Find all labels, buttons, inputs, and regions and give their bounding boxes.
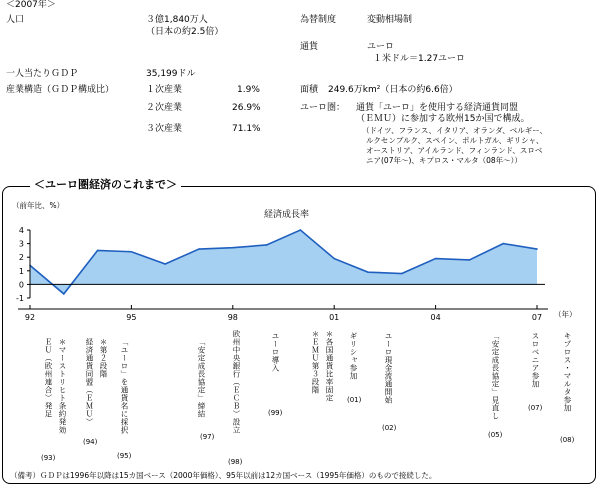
event-year-label: (98) bbox=[228, 458, 243, 466]
currency-rate: １米ドル＝1.27ユーロ bbox=[373, 54, 466, 64]
secondary-industry-label: ２次産業 bbox=[146, 103, 183, 113]
primary-industry-value: 1.9% bbox=[237, 85, 260, 95]
x-tick-label: 98 bbox=[227, 313, 238, 322]
chart-x-axis-label: （年） bbox=[554, 310, 577, 319]
eurozone-label: ユーロ圏： bbox=[300, 103, 346, 113]
event-label: 「ユーロ」を通貨名に採択 bbox=[120, 338, 129, 434]
growth-point bbox=[198, 248, 200, 250]
y-tick-label: 1 bbox=[18, 266, 24, 276]
growth-point bbox=[97, 250, 99, 252]
secondary-industry-value: 26.9% bbox=[232, 103, 261, 113]
growth-point bbox=[333, 258, 335, 260]
x-tick-label: 07 bbox=[531, 313, 543, 322]
currency-value: ユーロ bbox=[367, 42, 395, 52]
industry-structure-label: 産業構造（ＧＤＰ構成比） bbox=[6, 85, 115, 95]
event-year-label: (95) bbox=[117, 452, 132, 460]
population-value: ３億1,840万人 bbox=[146, 15, 208, 25]
event-label: 「安定成長協定」見直し bbox=[491, 332, 500, 420]
growth-point bbox=[401, 273, 403, 275]
eurozone-members-1: （ドイツ、フランス、イタリア、オランダ、ベルギー、 bbox=[362, 126, 547, 135]
growth-point bbox=[435, 258, 437, 260]
growth-point bbox=[232, 247, 234, 249]
growth-point bbox=[502, 243, 504, 245]
gdp-per-capita-label: 一人当たりＧＤＰ bbox=[6, 69, 79, 79]
event-label: ＊ＥＭＵ第３段階 bbox=[311, 330, 320, 394]
event-year-label: (94) bbox=[83, 438, 98, 446]
growth-point bbox=[536, 248, 538, 250]
y-tick-label: 0 bbox=[18, 280, 24, 290]
y-tick-label: -1 bbox=[16, 294, 24, 303]
footnote: （備考）ＧＤＰは1996年以降は15カ国ベース（2000年価格）、95年以前は12カ国ベース（1995年価格）のもので接続した。 bbox=[10, 471, 437, 480]
eurozone-members-3: オーストリア、アイルランド、フィンランド、スロベ bbox=[366, 146, 543, 155]
event-label: 「安定成長協定」締結 bbox=[197, 338, 206, 418]
growth-point bbox=[164, 263, 166, 265]
x-tick-label: 95 bbox=[126, 313, 137, 322]
event-year-label: (01) bbox=[347, 396, 362, 404]
x-tick-label: 01 bbox=[329, 313, 340, 322]
y-tick-label: 3 bbox=[18, 239, 24, 249]
chart-title: 経済成長率 bbox=[264, 210, 310, 220]
event-label: ＊マーストリヒト条約発効 bbox=[58, 338, 67, 434]
event-label: ユーロ現金流通開始 bbox=[384, 332, 393, 404]
x-tick-label: 92 bbox=[24, 313, 36, 322]
event-label: 経済通貨同盟（ＥＭＵ） bbox=[85, 338, 94, 426]
y-tick-label: 2 bbox=[18, 253, 24, 263]
eurozone-members-2: ルクセンブルク、スペイン、ポルトガル、ギリシャ、 bbox=[366, 136, 544, 145]
gdp-per-capita-value: 35,199ドル bbox=[146, 69, 196, 79]
chart-y-axis-label: （前年比、%） bbox=[12, 201, 65, 210]
growth-point bbox=[266, 244, 268, 246]
event-label: ＊各国通貨比率固定 bbox=[325, 330, 334, 402]
eurozone-desc-1: 通貨「ユーロ」を使用する経済通貨同盟 bbox=[356, 103, 519, 113]
tertiary-industry-value: 71.1% bbox=[232, 124, 261, 134]
event-year-label: (05) bbox=[488, 431, 503, 439]
area-label: 面積 bbox=[300, 85, 319, 95]
event-year-label: (07) bbox=[528, 404, 543, 412]
population-label: 人口 bbox=[6, 15, 25, 25]
event-label: ＥＵ（欧州連合）発足 bbox=[44, 338, 53, 418]
currency-label: 通貨 bbox=[300, 42, 319, 52]
year-label: ＜2007年＞ bbox=[6, 0, 56, 10]
y-tick-label: 4 bbox=[18, 226, 24, 235]
x-tick-label: 04 bbox=[430, 313, 441, 322]
eurozone-desc-2: （ＥＭＵ）に参加する欧州15か国で構成。 bbox=[356, 114, 530, 124]
event-year-label: (02) bbox=[382, 424, 397, 432]
event-year-label: (99) bbox=[268, 409, 283, 417]
event-year-label: (97) bbox=[200, 433, 215, 441]
tertiary-industry-label: ３次産業 bbox=[146, 124, 183, 134]
growth-point bbox=[300, 229, 302, 231]
growth-point bbox=[367, 271, 369, 273]
event-label: スロベニア参加 bbox=[531, 332, 540, 388]
chart-section-title: ＜ユーロ圏経済のこれまで＞ bbox=[30, 177, 181, 193]
fx-regime-label: 為替制度 bbox=[300, 15, 337, 25]
fx-regime-value: 変動相場制 bbox=[367, 15, 413, 25]
growth-point bbox=[469, 259, 471, 261]
event-label: ＊第２段階 bbox=[99, 338, 108, 378]
event-year-label: (08) bbox=[560, 436, 575, 444]
primary-industry-label: １次産業 bbox=[146, 85, 183, 95]
event-year-label: (93) bbox=[41, 454, 56, 462]
event-label: ユーロ導入 bbox=[271, 332, 280, 372]
population-note: （日本の約2.5倍） bbox=[146, 27, 224, 37]
event-label: 欧州中央銀行（ＥＣＢ）設立 bbox=[232, 330, 241, 434]
event-label: ギリシャ参加 bbox=[349, 332, 358, 380]
eurozone-members-4: ニア(07年～)、キプロス・マルタ（08年～）） bbox=[366, 156, 522, 165]
growth-point bbox=[131, 251, 133, 253]
area-value: 249.6万km²（日本の約6.6倍） bbox=[328, 85, 458, 95]
growth-point bbox=[63, 293, 65, 295]
event-label: キプロス・マルタ参加 bbox=[563, 332, 572, 412]
